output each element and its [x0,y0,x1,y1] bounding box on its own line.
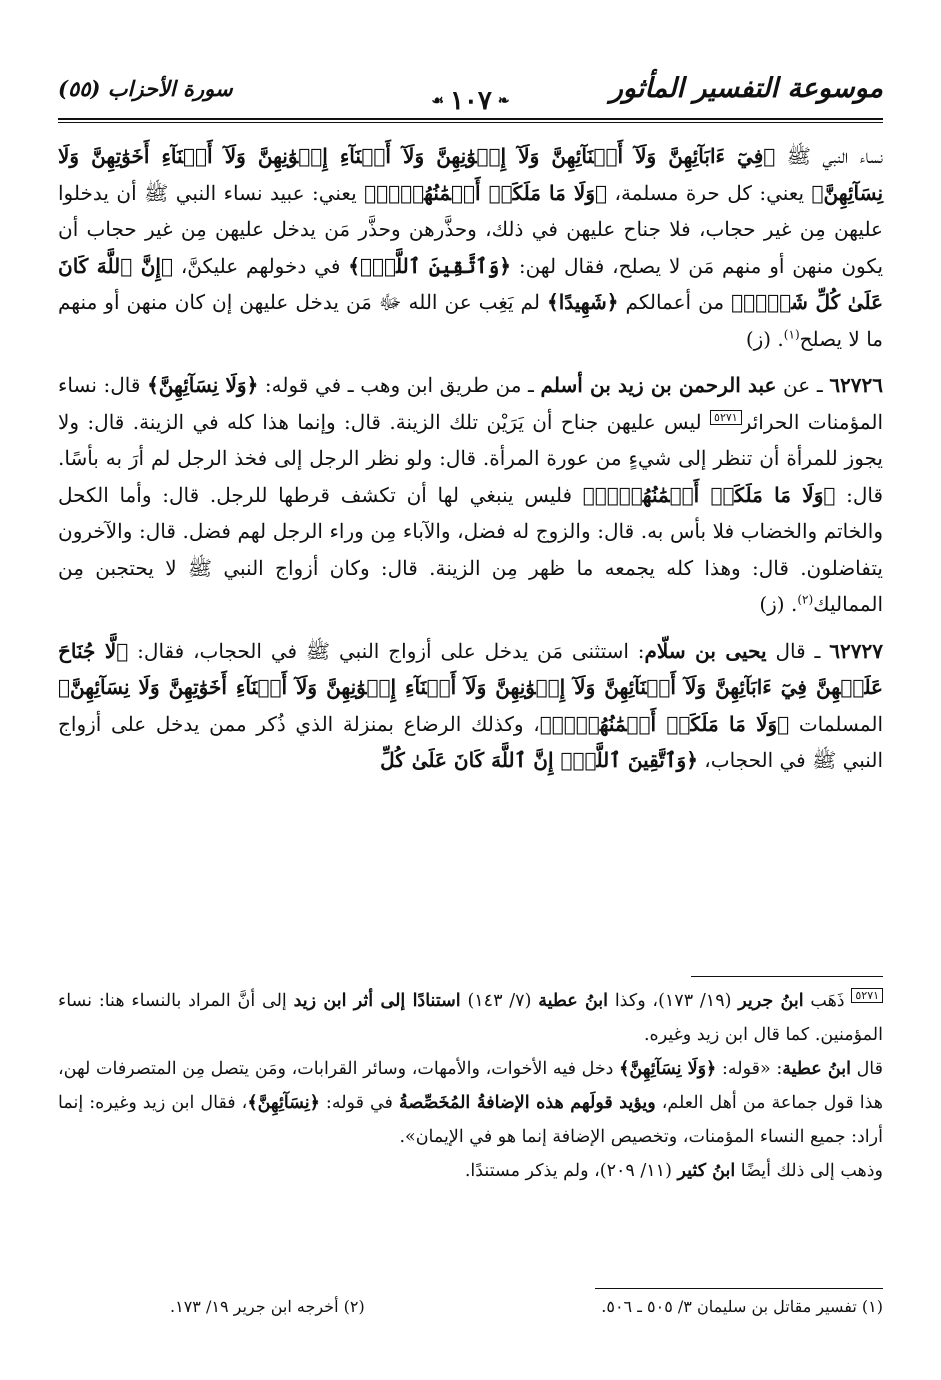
text: ، فقال ابن زيد وغيره: إنما أراد: جميع النساء المؤمنات، وتخصيص الإضافة إنما هو في الإيمان». [58,1093,883,1147]
ornament-icon: ☙ [431,93,444,109]
text: . (ز) [745,326,784,351]
paragraph-3 [58,633,883,779]
notes-divider [691,976,883,977]
text: ـ من طريق ابن وهب ـ في قوله: [258,373,541,397]
footnote-marker: (١) [783,326,800,341]
text: قال: نساء المؤمنات الحرائر [58,373,884,434]
quran-verse: ﴿لَّا جُنَاحَ عَلَيۡهِنَّ فِيٓ ءَابَآئِهِنَّ وَلَآ أَبۡنَآئِهِنَّ وَلَآ إِخۡوَٰنِهِنَّ وَلَآ أَبۡنَآءِ إِخۡوَٰنِهِنَّ وَلَآ أَبۡنَآءِ أَخَوَٰتِهِنَّ وَلَا نِسَآئِهِنَّ﴾ [58,638,883,699]
quran-verse: ﴿وَٱتَّقِينَ ٱللَّهَۚ﴾ [348,253,511,278]
quran-verse: ﴿فِيٓ ءَابَآئِهِنَّ وَلَآ أَبۡنَآئِهِنَّ وَلَآ إِخۡوَٰنِهِنَّ وَلَآ أَبۡنَآءِ إِخۡوَٰنِهِنَّ وَلَآ أَبۡنَآءِ أَخَوَٰتِهِنَّ وَلَا نِسَآئِهِنَّ﴾ [58,144,884,205]
quran-verse: ﴿وَلَا نِسَآئِهِنَّ﴾ [147,373,259,397]
header-rule [58,118,883,124]
paragraph-2 [58,367,883,623]
quran-verse: ﴿شَهِيدًا﴾ [546,290,619,314]
text: ـ قال [766,638,830,663]
text: (١٩/ ١٧٣)، وكذا [608,991,739,1011]
note-reference: ٥٢٧١ [851,988,883,1003]
surah-name: سورة الأحزاب (٥٥) [58,75,233,101]
narrator-name: عبد الرحمن بن زيد بن أسلم [540,373,777,397]
text: ليس عليهن جناح أن يَرَيْن تلك الزينة. قال: وإنما هذا كله في الزينة. قال: ولا يجوز للمرأة أن تنظر إلى شيءٍ من عورة المرأة. قال: ولو نظر الرجل إلى فخذ الرجل لم أرَ به بأسًا. قال: [58,409,884,507]
quran-verse: ﴿وَلَا مَا مَلَكَتۡ أَيۡمَٰنُهُنَّۗ﴾ [539,711,790,736]
narration-number: ٦٢٧٢٦ [829,373,884,397]
page-number-block [431,86,509,116]
text: في دخولهم عليكنَّ، [172,253,349,278]
text: ـ عن [776,373,830,397]
emphasis-text: استنادًا إلى أثر ابن زيد [293,991,461,1011]
footnote-marker: (٢) [797,592,814,607]
scholarly-notes [58,984,883,1188]
narrator-name: يحيى بن سلّام [644,638,767,663]
text: ذَهَب [803,991,852,1011]
scholar-name: ابنُ عطية [782,1059,851,1079]
text: دخل فيه الأخوات، والأمهات، وسائر القرابات، ومَن يتصل مِن المتصرفات لهن، هذا قول جماعة من أهل العلم، [58,1059,884,1113]
text: وذهب إلى ذلك أيضًا [735,1161,883,1181]
scholar-name: ابنُ جرير [738,991,804,1011]
paragraph-1 [58,138,883,357]
quran-verse: ﴿وَٱتَّقِينَ ٱللَّهَۚ إِنَّ ٱللَّهَ كَانَ عَلَىٰ كُلِّ [380,748,698,772]
page-number: ١٠٧ [449,86,492,116]
narration-number: ٦٢٧٢٧ [829,638,883,663]
text: (١١/ ٢٠٩)، ولم يذكر مستندًا. [464,1161,678,1181]
text: (٧/ ١٤٣) [460,991,539,1011]
text: . (ز) [759,592,798,616]
quran-verse: ﴿وَلَا مَا مَلَكَتۡ أَيۡمَٰنُهُنَّۗ﴾ [364,180,608,205]
quran-verse: ﴿إِنَّ ٱللَّهَ كَانَ عَلَىٰ كُلِّ شَيۡءٖ﴾ [58,253,883,314]
footnote-2: (٢) أخرجه ابن جرير ١٩/ ١٧٣. [170,1297,365,1316]
text: يعني: كل حرة مسلمة، [607,180,812,205]
text: من أعمالكم [618,290,732,314]
note-2 [58,1052,883,1154]
book-title: موسوعة التفسير المأثور [609,72,883,104]
scholar-name: ابنُ كثير [677,1161,736,1181]
text: إلى أنَّ المراد بالنساء هنا: نساء المؤمنين. كما قال ابن زيد وغيره. [58,991,883,1045]
text: المسلمات [789,711,883,736]
footnotes-divider [595,1288,883,1289]
note-3 [58,1154,883,1188]
text: ، وكذلك الرضاع بمنزلة الذي ذُكر ممن يدخل على أزواج النبي ﷺ في الحجاب، [58,711,883,772]
emphasis-text: ويؤيد قولَهم هذه الإضافةُ المُخَصِّصةُ [398,1093,656,1113]
note-reference: ٥٢٧١ [710,410,742,425]
quran-verse: ﴿وَلَا مَا مَلَكَتۡ أَيۡمَٰنُهُنَّۗ﴾ [582,482,836,507]
text: في قوله: [319,1093,399,1113]
text: : «قوله: [716,1059,783,1079]
text: : استثنى مَن يدخل على أزواج النبي ﷺ في الحجاب، فقال: [128,638,645,663]
text: قال [850,1059,883,1079]
footnote-1: (١) تفسير مقاتل بن سليمان ٣/ ٥٠٥ ـ ٥٠٦. [601,1297,883,1316]
text: نساء النبي ﷺ [775,144,883,168]
scholar-name: ابنُ عطية [538,991,609,1011]
text: لم يَغِب عن الله ﷻ مَن يدخل عليهن إن كان منهن أو منهم ما لا يصلح [58,290,883,351]
quran-verse: ﴿نِسَآئِهِنَّ﴾ [247,1093,320,1113]
text: فليس ينبغي لها أن تكشف قرطها للرجل. قال: وأما الكحل والخاتم والخضاب فلا بأس به. قال: والزوج له فضل، والآباء مِن وراء الرجل لهم فضل. قال: والآخرون يتفاضلون. قال: وهذا كله يجمعه ما ظهر مِن الزينة. قال: وكان أزواج النبي ﷺ لا يحتجبن مِن المماليك [58,482,883,616]
main-text [58,138,883,789]
text: يعني: عبيد نساء النبي ﷺ أن يدخلوا عليهن مِن غير حجاب، فلا جناح عليهن في ذلك، وحذَّرهن وحذَّر مَن يدخل عليهن مِن غير حجاب أن يكون منهن أو منهم مَن لا يصلح، فقال لهن: [58,180,884,278]
quran-verse: ﴿وَلَا نِسَآئِهِنَّ﴾ [619,1059,717,1079]
footnotes [170,1294,883,1320]
ornament-icon: ❧ [497,93,510,109]
note-1 [58,984,883,1052]
